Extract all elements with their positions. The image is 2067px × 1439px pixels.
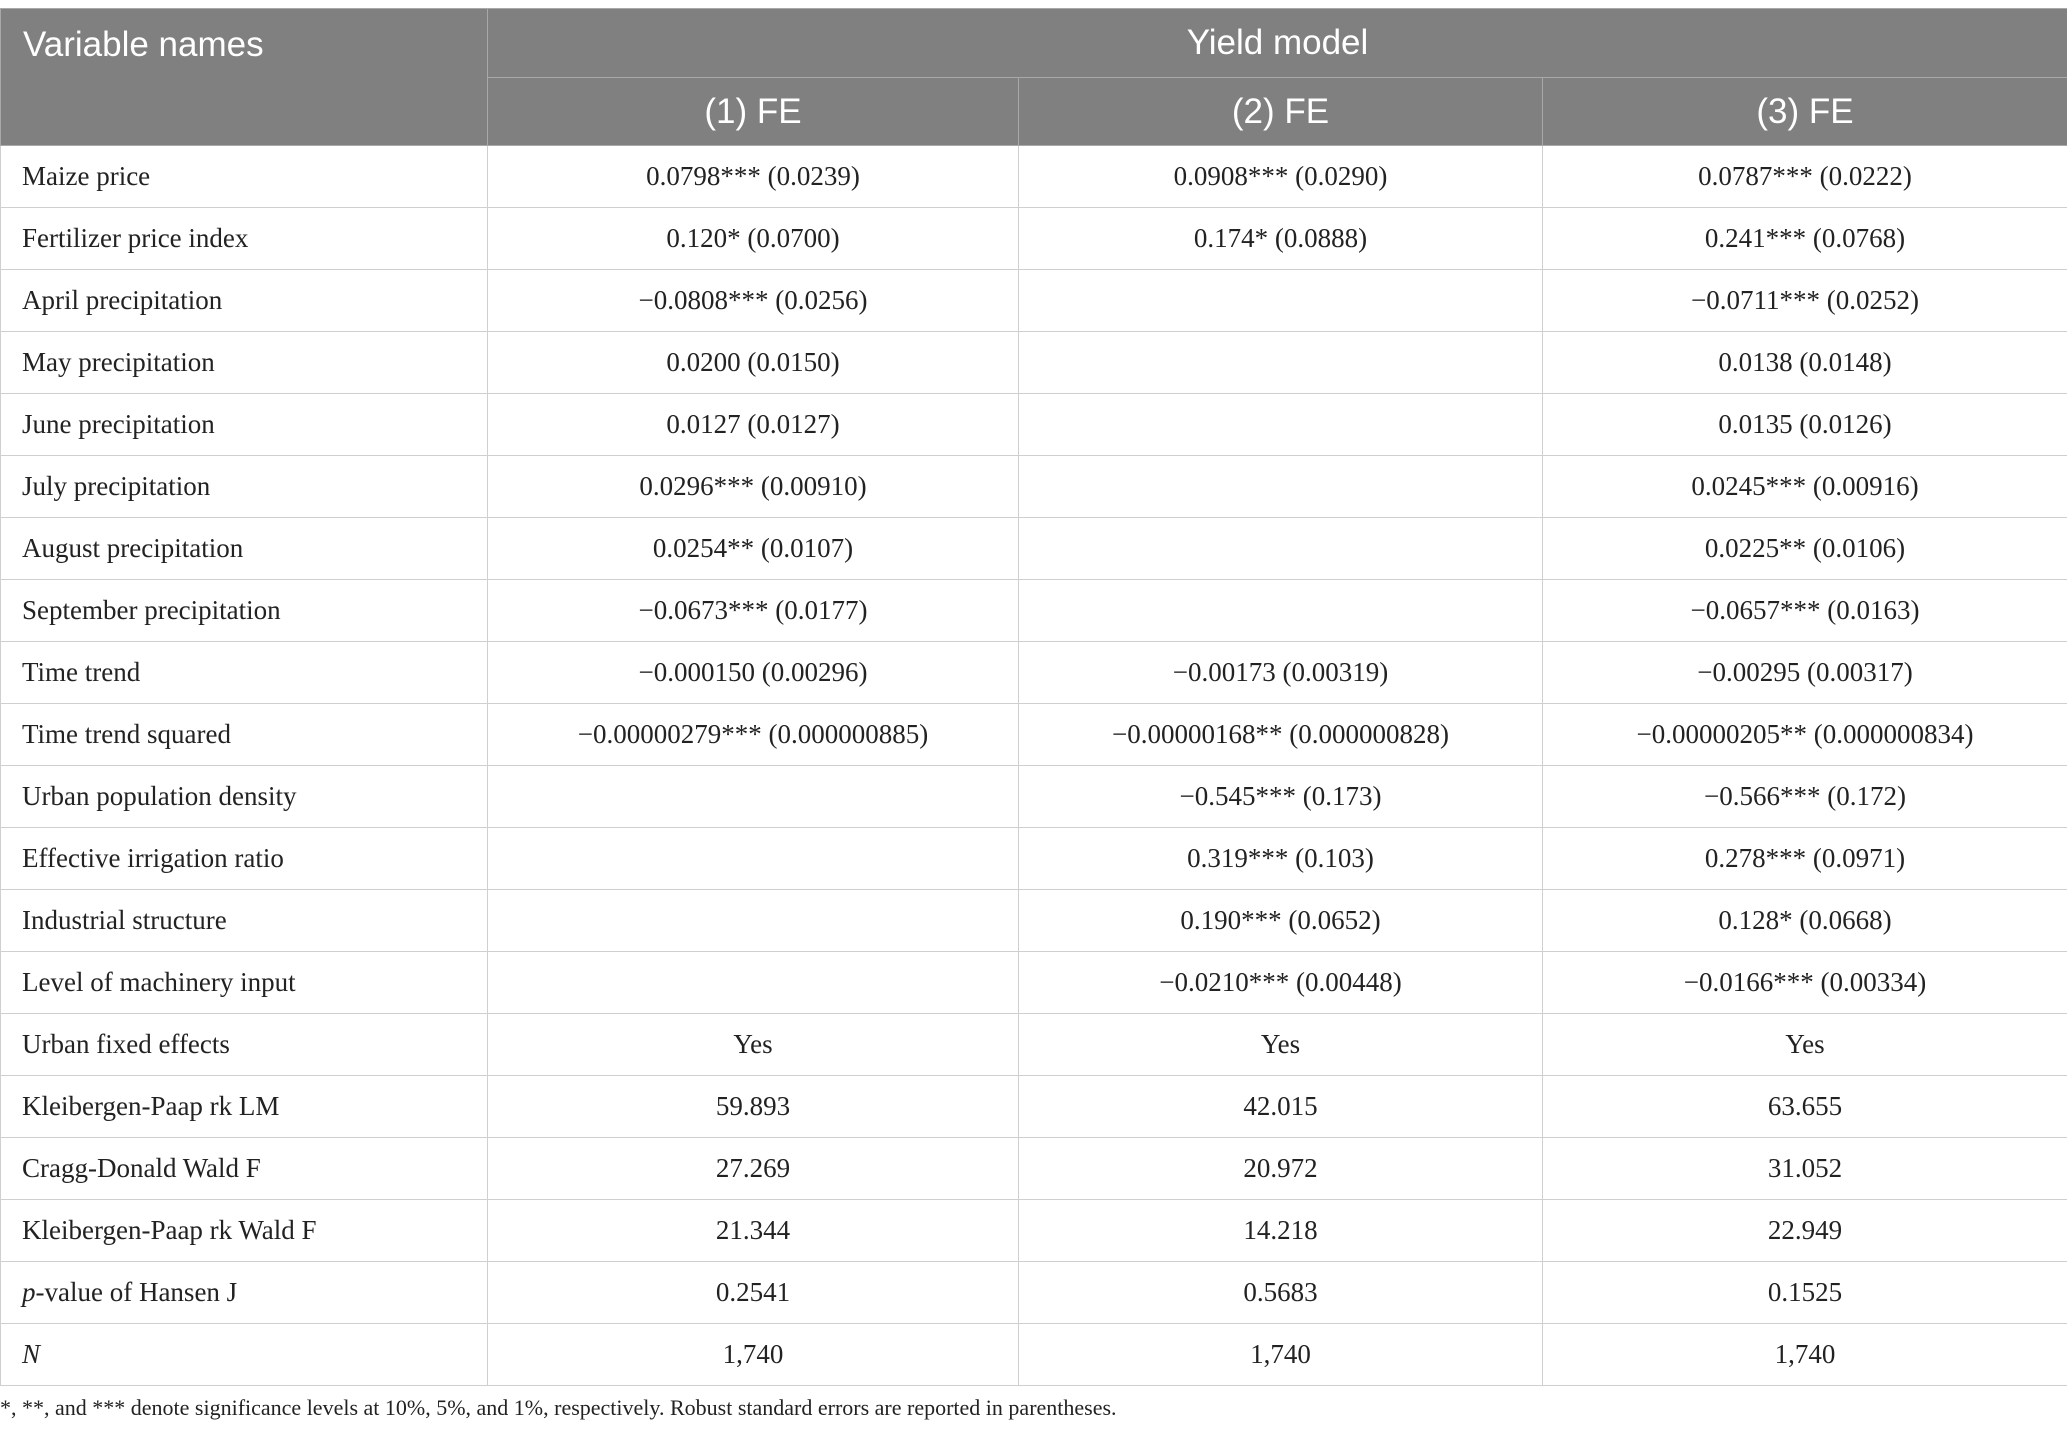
cell-col-2: 0.0908*** (0.0290) xyxy=(1019,146,1543,208)
cell-col-1: −0.0808*** (0.0256) xyxy=(488,270,1019,332)
table-row xyxy=(1,1262,2067,1324)
table-row xyxy=(1,394,2067,456)
cell-col-3: 1,740 xyxy=(1543,1324,2067,1386)
cell-col-2: 0.5683 xyxy=(1019,1262,1543,1324)
cell-col-1: 0.0254** (0.0107) xyxy=(488,518,1019,580)
row-label xyxy=(1,1324,488,1386)
cell-col-2: 14.218 xyxy=(1019,1200,1543,1262)
cell-col-2: 0.190*** (0.0652) xyxy=(1019,890,1543,952)
cell-col-3: 0.1525 xyxy=(1543,1262,2067,1324)
row-label xyxy=(1,1262,488,1324)
table-row xyxy=(1,1200,2067,1262)
cell-col-3: 63.655 xyxy=(1543,1076,2067,1138)
cell-col-3: 0.0135 (0.0126) xyxy=(1543,394,2067,456)
cell-col-1: 0.120* (0.0700) xyxy=(488,208,1019,270)
cell-col-1 xyxy=(488,766,1019,828)
row-label: Maize price xyxy=(1,146,488,208)
table-body xyxy=(1,146,2067,1386)
row-label: May precipitation xyxy=(1,332,488,394)
cell-col-2: Yes xyxy=(1019,1014,1543,1076)
table-header xyxy=(1,9,2067,146)
table-row xyxy=(1,828,2067,890)
table-row xyxy=(1,1014,2067,1076)
table-row xyxy=(1,580,2067,642)
cell-col-1: 59.893 xyxy=(488,1076,1019,1138)
row-label: Cragg-Donald Wald F xyxy=(1,1138,488,1200)
cell-col-3: 0.278*** (0.0971) xyxy=(1543,828,2067,890)
cell-col-2: 0.319*** (0.103) xyxy=(1019,828,1543,890)
table-row xyxy=(1,704,2067,766)
row-label: Kleibergen-Paap rk LM xyxy=(1,1076,488,1138)
row-label: Kleibergen-Paap rk Wald F xyxy=(1,1200,488,1262)
cell-col-3: 22.949 xyxy=(1543,1200,2067,1262)
cell-col-2 xyxy=(1019,518,1543,580)
cell-col-2: −0.00173 (0.00319) xyxy=(1019,642,1543,704)
cell-col-3: 0.241*** (0.0768) xyxy=(1543,208,2067,270)
row-label: Time trend xyxy=(1,642,488,704)
cell-col-3: −0.0166*** (0.00334) xyxy=(1543,952,2067,1014)
row-label: August precipitation xyxy=(1,518,488,580)
cell-col-1: −0.00000279*** (0.000000885) xyxy=(488,704,1019,766)
cell-col-1: 21.344 xyxy=(488,1200,1019,1262)
cell-col-1: 1,740 xyxy=(488,1324,1019,1386)
cell-col-1 xyxy=(488,890,1019,952)
cell-col-2: −0.0210*** (0.00448) xyxy=(1019,952,1543,1014)
cell-col-3: 0.0225** (0.0106) xyxy=(1543,518,2067,580)
cell-col-2: 20.972 xyxy=(1019,1138,1543,1200)
row-label: Level of machinery input xyxy=(1,952,488,1014)
cell-col-2: 1,740 xyxy=(1019,1324,1543,1386)
row-label: July precipitation xyxy=(1,456,488,518)
row-label: June precipitation xyxy=(1,394,488,456)
cell-col-2: −0.545*** (0.173) xyxy=(1019,766,1543,828)
row-label: Urban fixed effects xyxy=(1,1014,488,1076)
cell-col-1 xyxy=(488,828,1019,890)
cell-col-1: 27.269 xyxy=(488,1138,1019,1200)
table-row xyxy=(1,208,2067,270)
cell-col-1: 0.0296*** (0.00910) xyxy=(488,456,1019,518)
cell-col-3: 0.0787*** (0.0222) xyxy=(1543,146,2067,208)
italic-symbol: N xyxy=(22,1339,41,1369)
row-label-text: -value of Hansen J xyxy=(35,1277,238,1307)
cell-col-1: 0.0200 (0.0150) xyxy=(488,332,1019,394)
row-label: April precipitation xyxy=(1,270,488,332)
table-row xyxy=(1,270,2067,332)
cell-col-3: −0.00295 (0.00317) xyxy=(1543,642,2067,704)
cell-col-2 xyxy=(1019,270,1543,332)
cell-col-1: 0.2541 xyxy=(488,1262,1019,1324)
cell-col-1: 0.0798*** (0.0239) xyxy=(488,146,1019,208)
cell-col-2 xyxy=(1019,394,1543,456)
cell-col-3: −0.00000205** (0.000000834) xyxy=(1543,704,2067,766)
table-row xyxy=(1,332,2067,394)
table-row xyxy=(1,1076,2067,1138)
table-row xyxy=(1,952,2067,1014)
cell-col-1: Yes xyxy=(488,1014,1019,1076)
results-table-container xyxy=(0,8,2067,1386)
row-label: Fertilizer price index xyxy=(1,208,488,270)
cell-col-1: −0.0673*** (0.0177) xyxy=(488,580,1019,642)
table-row xyxy=(1,146,2067,208)
yield-model-header: Yield model xyxy=(488,9,2067,78)
table-row xyxy=(1,642,2067,704)
cell-col-2: 42.015 xyxy=(1019,1076,1543,1138)
column-header-3: (3) FE xyxy=(1543,78,2067,146)
table-footnote: *, **, and *** denote significance levels at 10%, 5%, and 1%, respectively. Robust standard errors are reported in parentheses. xyxy=(0,1395,1117,1420)
results-table xyxy=(0,8,2067,1386)
cell-col-2 xyxy=(1019,456,1543,518)
row-label: September precipitation xyxy=(1,580,488,642)
italic-symbol: p xyxy=(22,1277,36,1307)
variable-names-header: Variable names xyxy=(1,9,488,146)
cell-col-3: −0.0711*** (0.0252) xyxy=(1543,270,2067,332)
cell-col-3: −0.0657*** (0.0163) xyxy=(1543,580,2067,642)
row-label: Effective irrigation ratio xyxy=(1,828,488,890)
cell-col-3: 0.128* (0.0668) xyxy=(1543,890,2067,952)
row-label: Urban population density xyxy=(1,766,488,828)
cell-col-1: −0.000150 (0.00296) xyxy=(488,642,1019,704)
cell-col-1: 0.0127 (0.0127) xyxy=(488,394,1019,456)
row-label: Time trend squared xyxy=(1,704,488,766)
cell-col-3: −0.566*** (0.172) xyxy=(1543,766,2067,828)
table-row xyxy=(1,1138,2067,1200)
cell-col-3: 31.052 xyxy=(1543,1138,2067,1200)
table-row xyxy=(1,518,2067,580)
column-header-2: (2) FE xyxy=(1019,78,1543,146)
cell-col-2 xyxy=(1019,580,1543,642)
cell-col-2 xyxy=(1019,332,1543,394)
cell-col-3: 0.0138 (0.0148) xyxy=(1543,332,2067,394)
table-row xyxy=(1,456,2067,518)
row-label: Industrial structure xyxy=(1,890,488,952)
table-row xyxy=(1,766,2067,828)
cell-col-1 xyxy=(488,952,1019,1014)
cell-col-3: 0.0245*** (0.00916) xyxy=(1543,456,2067,518)
cell-col-3: Yes xyxy=(1543,1014,2067,1076)
table-row xyxy=(1,1324,2067,1386)
cell-col-2: −0.00000168** (0.000000828) xyxy=(1019,704,1543,766)
table-row xyxy=(1,890,2067,952)
column-header-1: (1) FE xyxy=(488,78,1019,146)
cell-col-2: 0.174* (0.0888) xyxy=(1019,208,1543,270)
